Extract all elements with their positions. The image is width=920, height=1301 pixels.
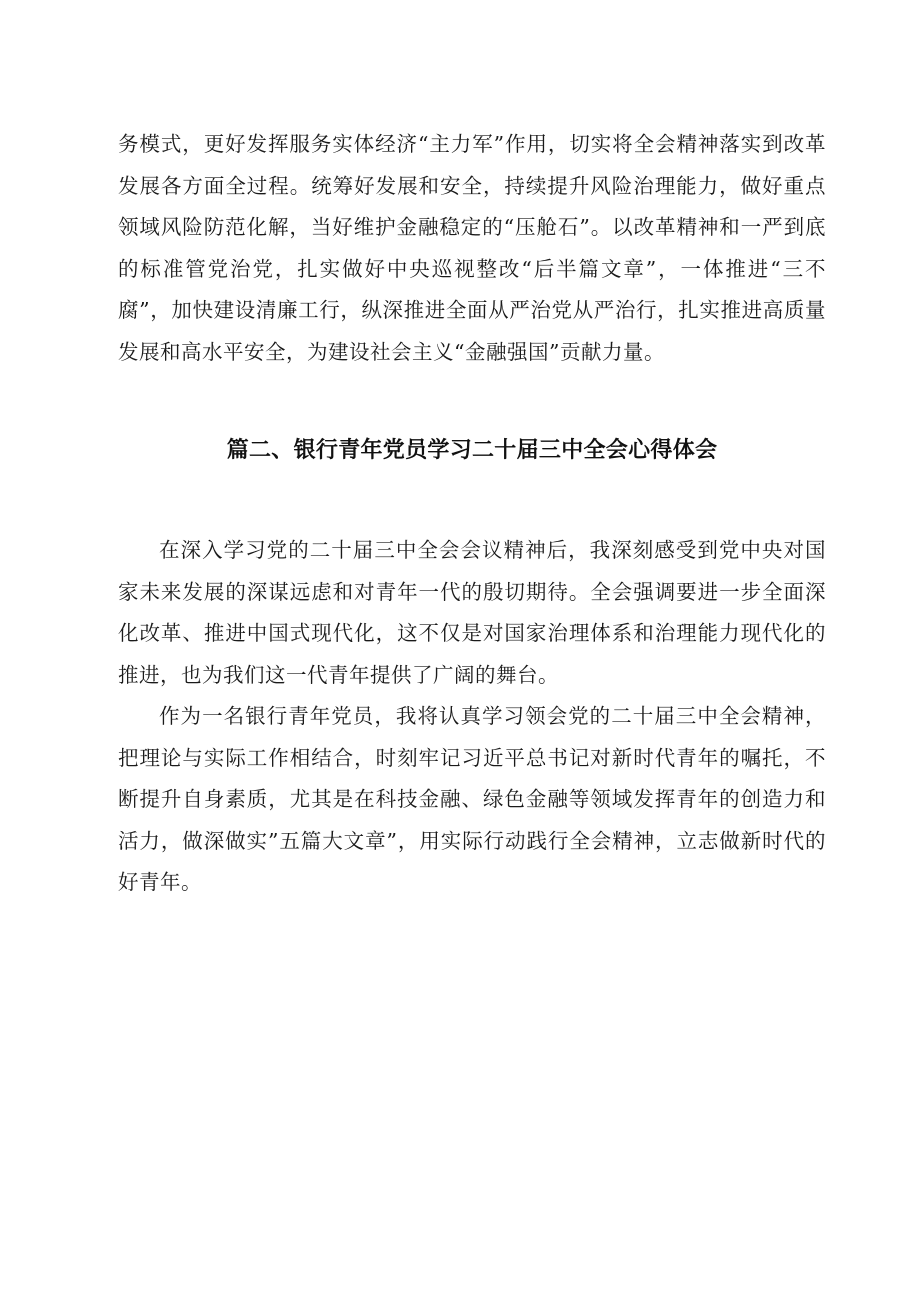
body-paragraph-1: 在深入学习党的二十届三中全会会议精神后，我深刻感受到党中央对国家未来发展的深谋远虑和对青年一代的殷切期待。全会强调要进一步全面深化改革、推进中国式现代化，这不仅是对国家治理体系和治理能力现代化的推进，也为我们这一代青年提供了广阔的舞台。 bbox=[118, 538, 826, 687]
section-title: 篇二、银行青年党员学习二十届三中全会心得体会 bbox=[226, 438, 718, 463]
continuation-paragraph: 务模式，更好发挥服务实体经济“主力军”作用，切实将全会精神落实到改革发展各方面全过程。统筹好发展和安全，持续提升风险治理能力，做好重点领域风险防范化解，当好维护金融稳定的“压舱石”。以改革精神和一严到底的标准管党治党，扎实做好中央巡视整改“后半篇文章”，一体推进“三不腐”，加快建设清廉工行，纵深推进全面从严治党从严治行，扎实推进高质量发展和高水平安全，为建设社会主义“金融强国”贡献力量。 bbox=[118, 132, 826, 364]
document-page bbox=[118, 124, 826, 904]
body-paragraph-2: 作为一名银行青年党员，我将认真学习领会党的二十届三中全会精神，把理论与实际工作相结合，时刻牢记习近平总书记对新时代青年的嘱托，不断提升自身素质，尤其是在科技金融、绿色金融等领域发挥青年的创造力和活力，做深做实”五篇大文章”，用实际行动践行全会精神，立志做新时代的好青年。 bbox=[118, 704, 826, 894]
